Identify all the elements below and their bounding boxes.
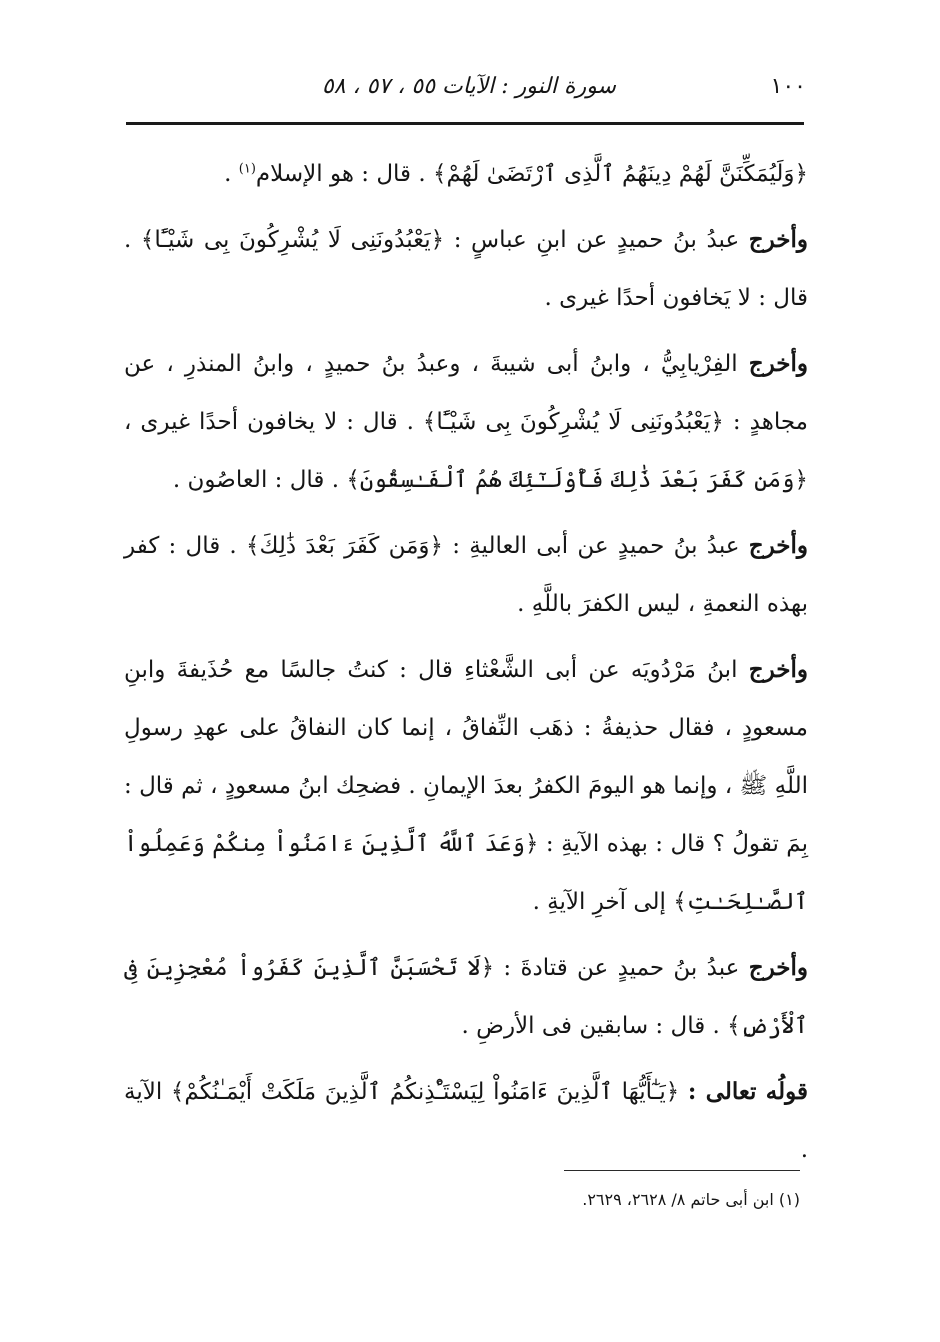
paragraph-lead: وأخرج — [748, 226, 809, 253]
footnote-reference[interactable]: (١) — [238, 161, 256, 177]
quran-verse: ﴿لَا تَحْسَبَنَّ ٱلَّذِينَ كَفَرُواْ مُعْجِزِينَ فِى ٱلْأَرْضِ﴾ — [124, 955, 808, 1039]
paragraph-5 — [124, 641, 808, 931]
quran-verse: ﴿يَعْبُدُونَنِى لَا يُشْرِكُونَ بِى شَيْـًٔا﴾ — [140, 227, 445, 253]
paragraph-text: الفِرْيابِيُّ ، وابنُ أبى شيبةَ ، وعبدُ بنُ حميدٍ ، وابنُ المنذرِ ، عن مجاهدٍ : — [124, 351, 808, 435]
paragraph-1 — [124, 145, 808, 203]
footnote: (١) ابن أبى حاتم ٨/ ٢٦٢٨، ٢٦٢٩. — [582, 1190, 800, 1209]
page-body — [124, 145, 808, 1187]
paragraph-2 — [124, 211, 808, 327]
quran-verse: ﴿وَمَن كَفَرَ بَعْدَ ذَٰلِكَ﴾ — [245, 533, 444, 559]
paragraph-text: عبدُ بنُ حميدٍ عن أبى العاليةِ : — [443, 533, 749, 559]
footnote-rule — [564, 1170, 800, 1171]
page-number: ١٠٠ — [770, 74, 806, 99]
quran-verse: ﴿يَعْبُدُونَنِى لَا يُشْرِكُونَ بِى شَيْـًٔا﴾ — [422, 409, 724, 435]
paragraph-3 — [124, 335, 808, 509]
quran-verse: ﴿وَلَيُمَكِّنَنَّ لَهُمْ دِينَهُمُ ٱلَّذِى ٱرْتَضَىٰ لَهُمْ﴾ — [433, 161, 808, 187]
paragraph-text: عبدُ بنُ حميدٍ عن قتادةَ : — [494, 955, 749, 981]
header-rule — [126, 122, 804, 125]
paragraph-6 — [124, 939, 808, 1055]
paragraph-tail: . — [224, 161, 239, 187]
paragraph-lead: قولُه تعالى : — [687, 1078, 808, 1105]
paragraph-tail: . قال : كفر بهذه النعمةِ ، ليس الكفرَ باللَّهِ . — [124, 533, 808, 617]
running-title: سورة النور : الآيات ٥٥ ، ٥٧ ، ٥٨ — [321, 74, 616, 99]
paragraph-lead: وأخرج — [748, 954, 808, 981]
quran-verse-2: ﴿وَمَن كَفَرَ بَعْدَ ذَٰلِكَ فَأُوْلَـٰٓئِكَ هُمُ ٱلْفَـٰسِقُونَ﴾ — [346, 467, 808, 493]
paragraph-tail: . قال : سابقين فى الأرضِ . — [461, 1013, 728, 1039]
paragraph-tail: إلى آخرِ الآيةِ . — [532, 889, 674, 915]
paragraph-4 — [124, 517, 808, 633]
quran-verse: ﴿يَـٰٓأَيُّهَا ٱلَّذِينَ ءَامَنُواْ لِيَسْتَـْٔذِنكُمُ ٱلَّذِينَ مَلَكَتْ أَيْمَـٰنُكُمْ﴾ — [170, 1079, 680, 1105]
paragraph-text: عبدُ بنُ حميدٍ عن ابنِ عباسٍ : — [444, 227, 749, 253]
quran-verse: ﴿وَعَدَ ٱللَّهُ ٱلَّذِينَ ءَامَنُواْ مِنكُمْ وَعَمِلُواْ ٱلصَّـٰلِحَـٰتِ﴾ — [124, 831, 808, 915]
paragraph-lead: وأخرج — [748, 350, 808, 377]
paragraph-lead: وأخرج — [748, 656, 808, 683]
paragraph-text — [679, 1079, 688, 1105]
paragraph-tail: . قال : لا يَخافون أحدًا غيرى . — [124, 227, 808, 311]
paragraph-text: ابنُ مَرْدُويَه عن أبى الشَّعْثاءِ قال : كنتُ جالسًا مع حُذَيفةَ وابنِ مسعودٍ ، فقال حذيفةُ : ذهَب النِّفاقُ ، إنما كان النفاقُ على عهدِ رسولِ اللَّهِ ﷺ ، وإنما هو اليومَ الكفرُ بعدَ الإيمانِ . فضحِك ابنُ مسعودٍ ، ثم قال : بِمَ تقولُ ؟ قال : بهذه الآيةِ : — [124, 657, 808, 857]
paragraph-7 — [124, 1063, 808, 1179]
page-header — [126, 70, 806, 110]
paragraph-tail: الآية . — [124, 1079, 808, 1163]
paragraph-lead: وأخرج — [748, 532, 808, 559]
paragraph-tail: . قال : العاصُون . — [172, 467, 347, 493]
paragraph-text: . قال : هو الإسلام — [255, 161, 433, 187]
paragraph-mid: . قال : لا يخافون أحدًا غيرى ، — [124, 409, 423, 435]
